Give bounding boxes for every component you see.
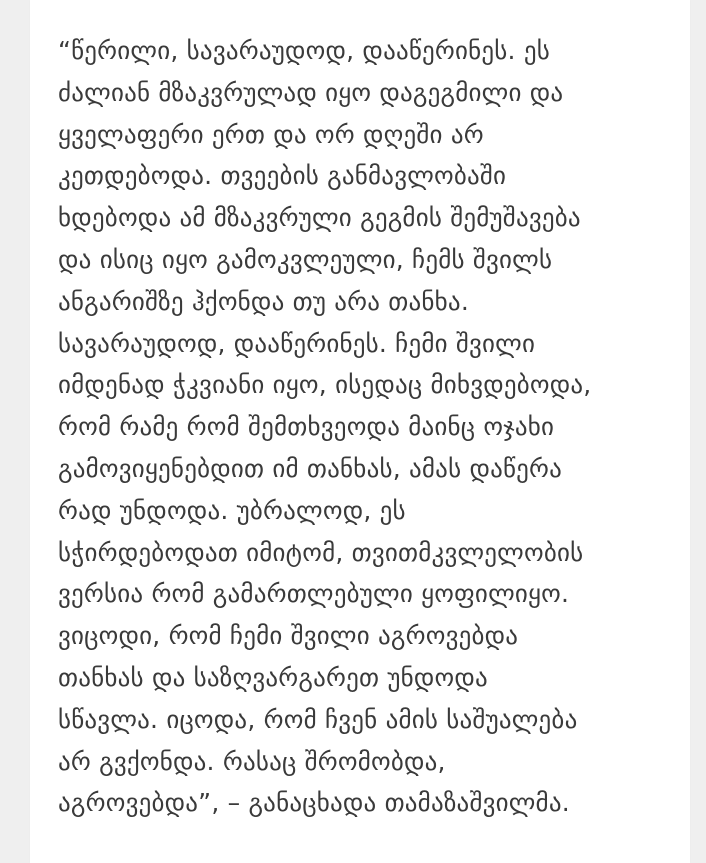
quote-paragraph: “წერილი, სავარაუდოდ, დააწერინეს. ეს ძალიან მზაკვრულად იყო დაგეგმილი და ყველაფერი ერთ და ორ დღეში არ კეთდებოდა. თვეების განმავლობაში ხდებოდა ამ მზაკვრული გეგმის შემუშავება და ისიც იყო გამოკვლეული, ჩემს შვილს ანგარიშზე ჰქონდა თუ არა თანხა. სავარაუდოდ, დააწერინეს. ჩემი შვილი იმდენად ჭკვიანი იყო, ისედაც მიხვდებოდა, რომ რამე რომ შემთხვეოდა მაინც ოჯახი გამოვიყენებდით იმ თანხას, ამას დაწერა რად უნდოდა. უბრალოდ, ეს სჭირდებოდათ იმიტომ, თვითმკვლელობის ვერსია რომ გამართლებული ყოფილიყო. ვიცოდი, რომ ჩემი შვილი აგროვებდა თანხას და საზღვარგარეთ უნდოდა სწავლა. იცოდა, რომ ჩვენ ამის საშუალება არ გვქონდა. რასაც შრომობდა, აგროვებდა”, – განაცხადა თამაზაშვილმა.: [58, 36, 592, 818]
article-page: [30, 0, 690, 863]
